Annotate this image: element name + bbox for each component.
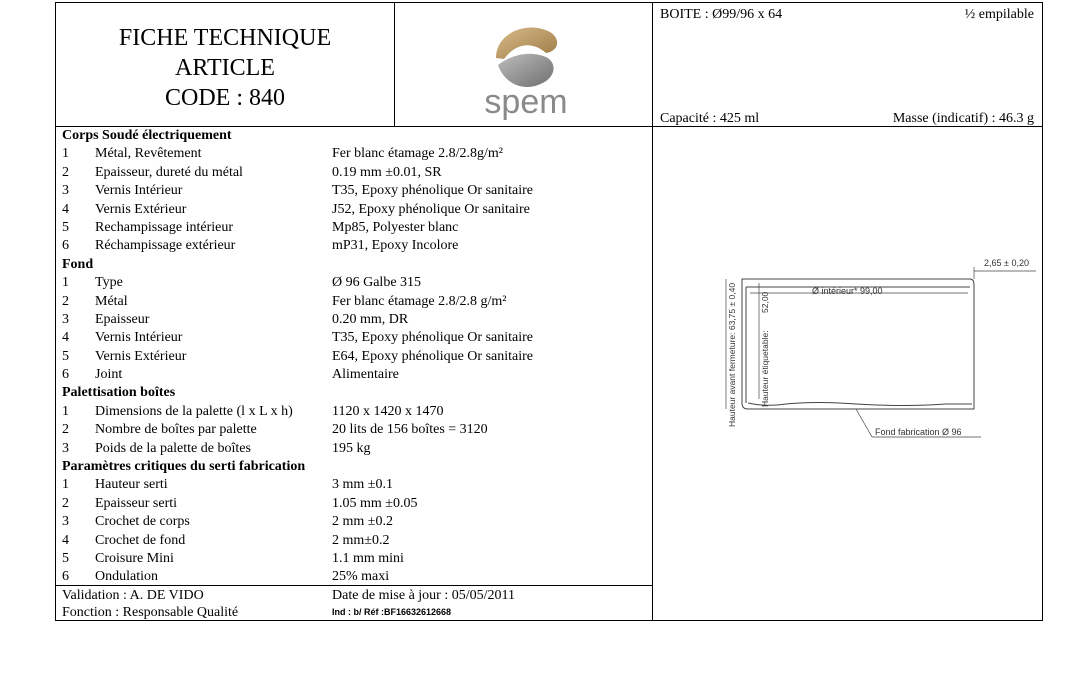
row-number: 5 xyxy=(62,550,69,566)
spec-row xyxy=(62,421,650,439)
footer-row xyxy=(62,604,652,621)
row-label: Poids de la palette de boîtes xyxy=(95,440,251,456)
row-label: Crochet de fond xyxy=(95,532,186,548)
spec-row xyxy=(62,293,650,311)
spec-row xyxy=(62,145,650,163)
row-number: 6 xyxy=(62,367,69,383)
row-number: 5 xyxy=(62,219,69,235)
spec-row xyxy=(62,513,650,531)
row-number: 1 xyxy=(62,403,69,419)
row-label: Rechampissage intérieur xyxy=(95,219,234,235)
logo-text: spem xyxy=(484,83,568,121)
spec-row xyxy=(62,440,650,458)
section-title: Paramètres critiques du serti fabrication xyxy=(62,459,306,475)
section-title: Fond xyxy=(62,256,94,272)
spec-row xyxy=(62,550,650,568)
row-label: Vernis Extérieur xyxy=(95,348,187,364)
row-value: 1.1 mm mini xyxy=(332,550,404,566)
spec-row xyxy=(62,311,650,329)
row-number: 1 xyxy=(62,146,69,162)
label-height-title: Hauteur étiquetable: xyxy=(760,330,770,407)
total-height-label: Hauteur avant fermeture: 63,75 ± 0,40 xyxy=(727,282,737,427)
title-line: ARTICLE xyxy=(175,55,275,81)
section-title: Corps Soudé électriquement xyxy=(62,128,232,143)
row-label: Epaisseur serti xyxy=(95,495,178,511)
spec-row xyxy=(62,366,650,384)
masse-info: Masse (indicatif) : 46.3 g xyxy=(892,111,1034,126)
row-value: Fer blanc étamage 2.8/2.8 g/m² xyxy=(332,293,507,309)
row-value: 1120 x 1420 x 1470 xyxy=(332,403,444,419)
row-value: 0.19 mm ±0.01, SR xyxy=(332,164,442,180)
row-number: 1 xyxy=(62,477,69,493)
row-value: Alimentaire xyxy=(332,367,399,383)
leader-line xyxy=(856,409,872,437)
row-number: 2 xyxy=(62,495,69,511)
row-number: 6 xyxy=(62,238,69,254)
row-label: Nombre de boîtes par palette xyxy=(95,422,257,438)
spec-row xyxy=(62,237,650,255)
row-number: 4 xyxy=(62,532,69,548)
empilable-info: ½ empilable xyxy=(964,7,1034,22)
row-number: 3 xyxy=(62,440,69,456)
spec-row xyxy=(62,219,650,237)
boite-info: BOITE : Ø99/96 x 64 xyxy=(660,7,783,22)
row-value: 0.20 mm, DR xyxy=(332,311,409,327)
update-date: Date de mise à jour : 05/05/2011 xyxy=(332,588,515,603)
row-number: 2 xyxy=(62,293,69,309)
row-number: 4 xyxy=(62,201,69,217)
spec-row xyxy=(62,164,650,182)
row-value: 20 lits de 156 boîtes = 3120 xyxy=(332,422,488,438)
spec-row xyxy=(62,403,650,421)
spec-list xyxy=(62,127,650,587)
can-outline xyxy=(742,279,974,409)
row-number: 3 xyxy=(62,183,69,199)
row-label: Epaisseur xyxy=(95,311,150,327)
bottom-profile xyxy=(748,403,972,406)
title-line: CODE : 840 xyxy=(165,85,285,111)
row-label: Réchampissage extérieur xyxy=(95,238,236,254)
row-value: E64, Epoxy phénolique Or sanitaire xyxy=(332,348,534,364)
row-value: 195 kg xyxy=(332,440,371,456)
row-number: 2 xyxy=(62,422,69,438)
footer xyxy=(62,587,652,621)
inner-diameter-label: Ø intérieur* 99,00 xyxy=(812,286,883,296)
row-label: Vernis Extérieur xyxy=(95,201,187,217)
spec-row xyxy=(62,568,650,586)
row-label: Type xyxy=(95,275,123,291)
row-label: Métal, Revêtement xyxy=(95,146,202,162)
spec-row xyxy=(62,476,650,494)
row-label: Crochet de corps xyxy=(95,514,190,530)
row-number: 3 xyxy=(62,311,69,327)
divider xyxy=(394,3,395,127)
row-value: 2 mm ±0.2 xyxy=(332,514,393,530)
row-label: Hauteur serti xyxy=(95,477,168,493)
row-value: 25% maxi xyxy=(332,569,390,585)
label-height-value: 52,00 xyxy=(760,291,770,313)
row-value: T35, Epoxy phénolique Or sanitaire xyxy=(332,330,534,346)
row-label: Métal xyxy=(95,293,128,309)
row-label: Croisure Mini xyxy=(95,550,174,566)
validation-text: Validation : A. DE VIDO xyxy=(62,588,204,603)
row-value: Mp85, Polyester blanc xyxy=(332,219,459,235)
function-text: Fonction : Responsable Qualité xyxy=(62,605,239,620)
row-number: 6 xyxy=(62,569,69,585)
capacite-info: Capacité : 425 ml xyxy=(660,111,760,126)
row-value: J52, Epoxy phénolique Or sanitaire xyxy=(332,201,530,217)
row-label: Joint xyxy=(95,367,123,383)
spec-row xyxy=(62,329,650,347)
row-label: Epaisseur, dureté du métal xyxy=(95,164,243,180)
row-label: Dimensions de la palette (l x L x h) xyxy=(95,403,293,419)
bottom-label: Fond fabrication Ø 96 xyxy=(875,427,962,437)
row-value: T35, Epoxy phénolique Or sanitaire xyxy=(332,183,534,199)
section-title: Palettisation boîtes xyxy=(62,385,176,401)
row-number: 5 xyxy=(62,348,69,364)
row-value: Fer blanc étamage 2.8/2.8g/m² xyxy=(332,146,503,162)
spec-row xyxy=(62,495,650,513)
row-number: 1 xyxy=(62,275,69,291)
title-line: FICHE TECHNIQUE xyxy=(118,25,332,51)
row-value: 1.05 mm ±0.05 xyxy=(332,495,418,511)
spec-row xyxy=(62,274,650,292)
can-drawing xyxy=(656,243,1044,443)
spem-logo xyxy=(466,13,586,123)
row-value: 2 mm±0.2 xyxy=(332,532,390,548)
row-label: Vernis Intérieur xyxy=(95,183,183,199)
row-label: Ondulation xyxy=(95,569,158,585)
row-value: mP31, Epoxy Incolore xyxy=(332,238,459,254)
spec-row xyxy=(62,532,650,550)
row-value: Ø 96 Galbe 315 xyxy=(332,275,422,291)
page-title xyxy=(56,23,394,113)
row-label: Vernis Intérieur xyxy=(95,330,183,346)
row-number: 3 xyxy=(62,514,69,530)
spec-row xyxy=(62,182,650,200)
divider xyxy=(652,3,653,620)
spec-row xyxy=(62,348,650,366)
row-number: 2 xyxy=(62,164,69,180)
technical-sheet xyxy=(55,2,1043,621)
row-number: 4 xyxy=(62,330,69,346)
spec-row xyxy=(62,201,650,219)
footer-row xyxy=(62,587,652,604)
flange-label: 2,65 ± 0,20 xyxy=(984,258,1029,268)
reference-text: Ind : b/ Réf :BF16632612668 xyxy=(332,607,452,617)
row-value: 3 mm ±0.1 xyxy=(332,477,393,493)
